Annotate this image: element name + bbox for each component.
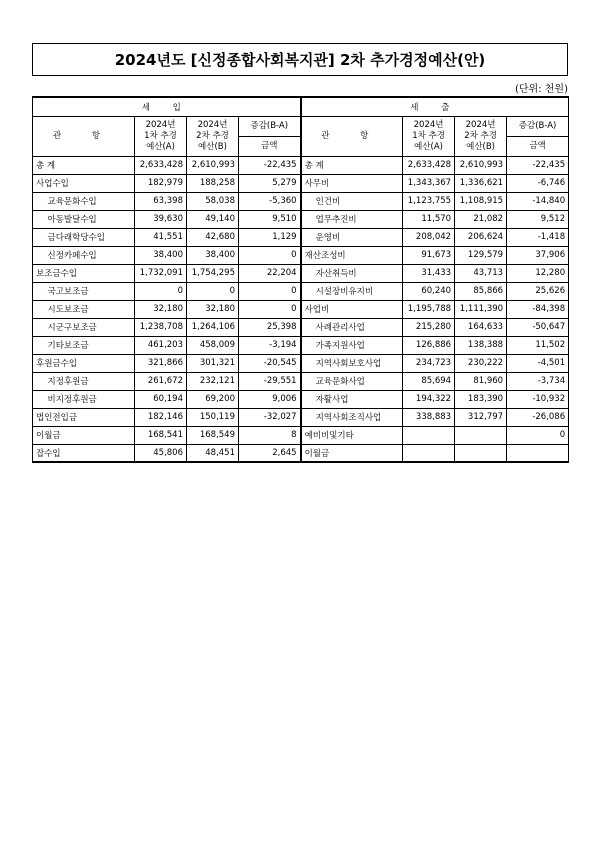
expense-diff: -84,398 bbox=[507, 300, 569, 318]
table-row bbox=[33, 174, 569, 192]
expense-item-label: 업무추진비 bbox=[313, 210, 403, 228]
expense-budget-a: 31,433 bbox=[403, 264, 455, 282]
revenue-item-label: 신정카페수입 bbox=[45, 246, 135, 264]
revenue-indent-spacer bbox=[33, 192, 45, 210]
table-row bbox=[33, 156, 569, 174]
revenue-budget-b: 0 bbox=[187, 282, 239, 300]
revenue-diff: -5,360 bbox=[239, 192, 301, 210]
expense-diff: -26,086 bbox=[507, 408, 569, 426]
revenue-gwan-hang-header: 관 항 bbox=[33, 116, 135, 156]
expense-indent-spacer bbox=[301, 192, 313, 210]
revenue-item-label: 시군구보조금 bbox=[45, 318, 135, 336]
revenue-category-label: 잡수입 bbox=[33, 444, 135, 462]
revenue-budget-b: 1,264,106 bbox=[187, 318, 239, 336]
revenue-budget-b: 32,180 bbox=[187, 300, 239, 318]
revenue-diff: 1,129 bbox=[239, 228, 301, 246]
revenue-budget-a: 2,633,428 bbox=[135, 156, 187, 174]
expense-budget-a bbox=[403, 426, 455, 444]
expense-budget-b: 230,222 bbox=[455, 354, 507, 372]
expense-budget-b: 1,336,621 bbox=[455, 174, 507, 192]
expense-budget-b: 129,579 bbox=[455, 246, 507, 264]
expense-budget-a: 338,883 bbox=[403, 408, 455, 426]
expense-diff: -50,647 bbox=[507, 318, 569, 336]
revenue-category-label: 총 계 bbox=[33, 156, 135, 174]
revenue-header: 세 입 bbox=[33, 97, 301, 116]
revenue-budget-a: 45,806 bbox=[135, 444, 187, 462]
revenue-item-label: 아동발달수입 bbox=[45, 210, 135, 228]
expense-category-label: 이월금 bbox=[301, 444, 403, 462]
expense-budget-b: 21,082 bbox=[455, 210, 507, 228]
revenue-category-label: 후원금수입 bbox=[33, 354, 135, 372]
revenue-budget-a: 261,672 bbox=[135, 372, 187, 390]
revenue-budget-b: 58,038 bbox=[187, 192, 239, 210]
revenue-budget-a: 1,238,708 bbox=[135, 318, 187, 336]
expense-budget-a: 234,723 bbox=[403, 354, 455, 372]
expense-indent-spacer bbox=[301, 282, 313, 300]
table-row bbox=[33, 426, 569, 444]
expense-item-label: 사례관리사업 bbox=[313, 318, 403, 336]
expense-budget-a: 85,694 bbox=[403, 372, 455, 390]
revenue-budget-a: 182,979 bbox=[135, 174, 187, 192]
table-row bbox=[33, 390, 569, 408]
revenue-diff-header: 증감(B-A) bbox=[239, 116, 301, 136]
revenue-indent-spacer bbox=[33, 318, 45, 336]
expense-item-label: 시설장비유지비 bbox=[313, 282, 403, 300]
revenue-col1-header: 2024년 1차 추경 예산(A) bbox=[135, 116, 187, 156]
revenue-budget-a: 39,630 bbox=[135, 210, 187, 228]
expense-budget-b: 2,610,993 bbox=[455, 156, 507, 174]
expense-budget-a: 215,280 bbox=[403, 318, 455, 336]
expense-diff: -3,734 bbox=[507, 372, 569, 390]
expense-diff: 12,280 bbox=[507, 264, 569, 282]
expense-col2-header: 2024년 2차 추경 예산(B) bbox=[455, 116, 507, 156]
revenue-diff: 0 bbox=[239, 246, 301, 264]
revenue-budget-a: 41,551 bbox=[135, 228, 187, 246]
revenue-item-label: 교육문화수입 bbox=[45, 192, 135, 210]
expense-item-label: 교육문화사업 bbox=[313, 372, 403, 390]
revenue-budget-b: 49,140 bbox=[187, 210, 239, 228]
expense-budget-a: 60,240 bbox=[403, 282, 455, 300]
revenue-budget-a: 182,146 bbox=[135, 408, 187, 426]
expense-indent-spacer bbox=[301, 390, 313, 408]
revenue-budget-b: 2,610,993 bbox=[187, 156, 239, 174]
revenue-diff: -3,194 bbox=[239, 336, 301, 354]
revenue-indent-spacer bbox=[33, 372, 45, 390]
expense-budget-b: 206,624 bbox=[455, 228, 507, 246]
table-row bbox=[33, 318, 569, 336]
table-row bbox=[33, 228, 569, 246]
table-row bbox=[33, 372, 569, 390]
revenue-col2-header: 2024년 2차 추경 예산(B) bbox=[187, 116, 239, 156]
table-row bbox=[33, 246, 569, 264]
revenue-budget-a: 461,203 bbox=[135, 336, 187, 354]
expense-item-label: 지역사회보호사업 bbox=[313, 354, 403, 372]
table-row bbox=[33, 210, 569, 228]
revenue-budget-b: 42,680 bbox=[187, 228, 239, 246]
revenue-budget-b: 232,121 bbox=[187, 372, 239, 390]
table-row bbox=[33, 300, 569, 318]
expense-budget-a: 2,633,428 bbox=[403, 156, 455, 174]
revenue-budget-b: 150,119 bbox=[187, 408, 239, 426]
revenue-diff: 0 bbox=[239, 300, 301, 318]
revenue-diff: 8 bbox=[239, 426, 301, 444]
revenue-budget-a: 38,400 bbox=[135, 246, 187, 264]
revenue-budget-b: 48,451 bbox=[187, 444, 239, 462]
expense-item-label: 자산취득비 bbox=[313, 264, 403, 282]
expense-budget-b: 183,390 bbox=[455, 390, 507, 408]
revenue-indent-spacer bbox=[33, 228, 45, 246]
expense-budget-a: 1,195,788 bbox=[403, 300, 455, 318]
expense-budget-b bbox=[455, 444, 507, 462]
expense-category-label: 사업비 bbox=[301, 300, 403, 318]
expense-diff: -6,746 bbox=[507, 174, 569, 192]
unit-label: (단위: 천원) bbox=[515, 84, 568, 95]
expense-budget-b: 164,633 bbox=[455, 318, 507, 336]
expense-category-label: 총 계 bbox=[301, 156, 403, 174]
expense-category-label: 사무비 bbox=[301, 174, 403, 192]
revenue-item-label: 지정후원금 bbox=[45, 372, 135, 390]
revenue-budget-b: 458,009 bbox=[187, 336, 239, 354]
revenue-budget-a: 321,866 bbox=[135, 354, 187, 372]
expense-item-label: 자활사업 bbox=[313, 390, 403, 408]
expense-diff bbox=[507, 444, 569, 462]
expense-indent-spacer bbox=[301, 408, 313, 426]
revenue-category-label: 이월금 bbox=[33, 426, 135, 444]
expense-budget-b: 1,111,390 bbox=[455, 300, 507, 318]
expense-diff: 0 bbox=[507, 426, 569, 444]
expense-diff: 11,502 bbox=[507, 336, 569, 354]
expense-budget-a: 1,343,367 bbox=[403, 174, 455, 192]
expense-indent-spacer bbox=[301, 210, 313, 228]
column-header-row bbox=[33, 116, 569, 136]
revenue-budget-a: 168,541 bbox=[135, 426, 187, 444]
revenue-category-label: 사업수입 bbox=[33, 174, 135, 192]
revenue-budget-b: 38,400 bbox=[187, 246, 239, 264]
table-row bbox=[33, 354, 569, 372]
revenue-category-label: 법인전입금 bbox=[33, 408, 135, 426]
expense-item-label: 인건비 bbox=[313, 192, 403, 210]
expense-budget-b bbox=[455, 426, 507, 444]
revenue-diff: -22,435 bbox=[239, 156, 301, 174]
expense-indent-spacer bbox=[301, 264, 313, 282]
revenue-diff: 22,204 bbox=[239, 264, 301, 282]
revenue-budget-b: 301,321 bbox=[187, 354, 239, 372]
expense-budget-a: 11,570 bbox=[403, 210, 455, 228]
revenue-budget-b: 69,200 bbox=[187, 390, 239, 408]
revenue-indent-spacer bbox=[33, 282, 45, 300]
expense-item-label: 운영비 bbox=[313, 228, 403, 246]
revenue-diff: 9,510 bbox=[239, 210, 301, 228]
expense-indent-spacer bbox=[301, 336, 313, 354]
revenue-indent-spacer bbox=[33, 210, 45, 228]
expense-budget-a: 126,886 bbox=[403, 336, 455, 354]
expense-budget-a bbox=[403, 444, 455, 462]
expense-diff: -22,435 bbox=[507, 156, 569, 174]
revenue-indent-spacer bbox=[33, 300, 45, 318]
expense-item-label: 가족지원사업 bbox=[313, 336, 403, 354]
expense-indent-spacer bbox=[301, 228, 313, 246]
revenue-budget-b: 188,258 bbox=[187, 174, 239, 192]
expense-category-label: 예비비및기타 bbox=[301, 426, 403, 444]
budget-table bbox=[32, 96, 569, 463]
revenue-budget-a: 1,732,091 bbox=[135, 264, 187, 282]
revenue-diff: 2,645 bbox=[239, 444, 301, 462]
revenue-indent-spacer bbox=[33, 246, 45, 264]
revenue-item-label: 기타보조금 bbox=[45, 336, 135, 354]
expense-diff: -1,418 bbox=[507, 228, 569, 246]
expense-budget-b: 138,388 bbox=[455, 336, 507, 354]
revenue-item-label: 금다래학당수입 bbox=[45, 228, 135, 246]
table-row bbox=[33, 336, 569, 354]
expense-budget-a: 91,673 bbox=[403, 246, 455, 264]
expense-header: 세 출 bbox=[301, 97, 569, 116]
expense-budget-a: 1,123,755 bbox=[403, 192, 455, 210]
expense-indent-spacer bbox=[301, 318, 313, 336]
expense-budget-b: 43,713 bbox=[455, 264, 507, 282]
expense-item-label: 지역사회조직사업 bbox=[313, 408, 403, 426]
table-row bbox=[33, 192, 569, 210]
table-row bbox=[33, 282, 569, 300]
expense-diff: -10,932 bbox=[507, 390, 569, 408]
revenue-budget-a: 60,194 bbox=[135, 390, 187, 408]
expense-diff: 9,512 bbox=[507, 210, 569, 228]
revenue-diff: 5,279 bbox=[239, 174, 301, 192]
revenue-indent-spacer bbox=[33, 336, 45, 354]
revenue-amount-header: 금액 bbox=[239, 136, 301, 156]
expense-amount-header: 금액 bbox=[507, 136, 569, 156]
expense-indent-spacer bbox=[301, 354, 313, 372]
revenue-budget-b: 1,754,295 bbox=[187, 264, 239, 282]
revenue-indent-spacer bbox=[33, 390, 45, 408]
expense-diff: -4,501 bbox=[507, 354, 569, 372]
revenue-item-label: 비지정후원금 bbox=[45, 390, 135, 408]
revenue-category-label: 보조금수입 bbox=[33, 264, 135, 282]
expense-category-label: 재산조성비 bbox=[301, 246, 403, 264]
expense-indent-spacer bbox=[301, 372, 313, 390]
revenue-budget-b: 168,549 bbox=[187, 426, 239, 444]
revenue-diff: 0 bbox=[239, 282, 301, 300]
table-row bbox=[33, 444, 569, 462]
revenue-diff: 25,398 bbox=[239, 318, 301, 336]
revenue-item-label: 시도보조금 bbox=[45, 300, 135, 318]
revenue-diff: -29,551 bbox=[239, 372, 301, 390]
expense-budget-a: 208,042 bbox=[403, 228, 455, 246]
expense-budget-b: 81,960 bbox=[455, 372, 507, 390]
document-title: 2024년도 [신정종합사회복지관] 2차 추가경정예산(안) bbox=[32, 43, 568, 76]
revenue-diff: -20,545 bbox=[239, 354, 301, 372]
expense-budget-a: 194,322 bbox=[403, 390, 455, 408]
expense-diff: 37,906 bbox=[507, 246, 569, 264]
section-header-row bbox=[33, 97, 569, 116]
revenue-budget-a: 63,398 bbox=[135, 192, 187, 210]
table-row bbox=[33, 264, 569, 282]
expense-diff-header: 증감(B-A) bbox=[507, 116, 569, 136]
expense-col1-header: 2024년 1차 추경 예산(A) bbox=[403, 116, 455, 156]
expense-gwan-hang-header: 관 항 bbox=[301, 116, 403, 156]
revenue-diff: 9,006 bbox=[239, 390, 301, 408]
expense-budget-b: 312,797 bbox=[455, 408, 507, 426]
expense-budget-b: 85,866 bbox=[455, 282, 507, 300]
revenue-diff: -32,027 bbox=[239, 408, 301, 426]
table-row bbox=[33, 408, 569, 426]
revenue-budget-a: 32,180 bbox=[135, 300, 187, 318]
revenue-budget-a: 0 bbox=[135, 282, 187, 300]
expense-budget-b: 1,108,915 bbox=[455, 192, 507, 210]
revenue-item-label: 국고보조금 bbox=[45, 282, 135, 300]
expense-diff: -14,840 bbox=[507, 192, 569, 210]
expense-diff: 25,626 bbox=[507, 282, 569, 300]
